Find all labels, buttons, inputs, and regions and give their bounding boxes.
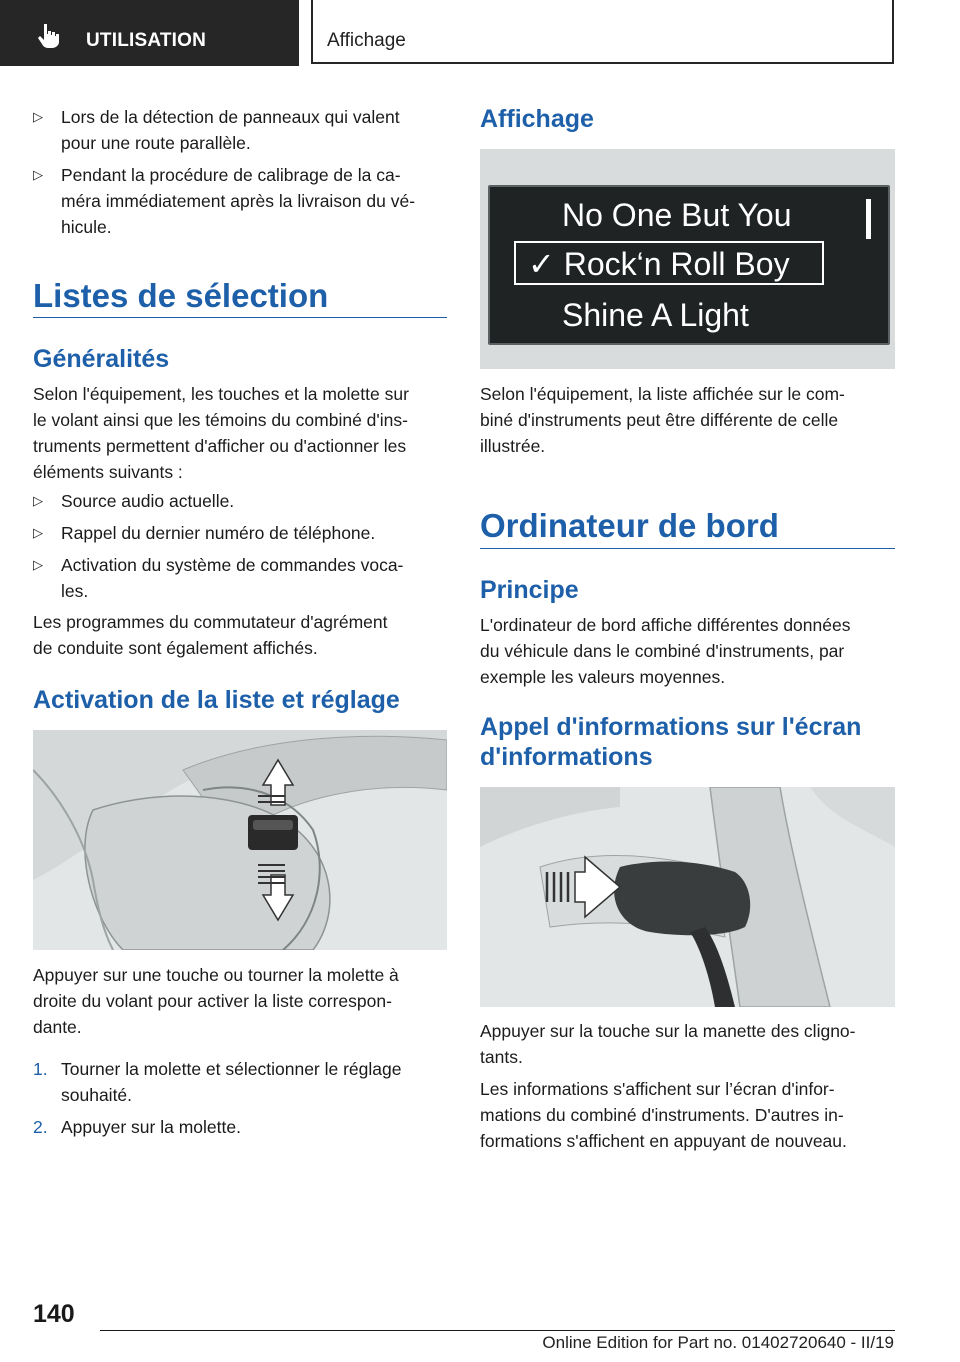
caption	[480, 381, 895, 459]
subsection-heading: Activation de la liste et réglage	[33, 686, 400, 714]
header-section-tab	[0, 0, 299, 66]
header-chapter-box	[311, 0, 894, 64]
triangle-bullet-icon: ▷	[33, 525, 43, 540]
bullet-line: hicule.	[61, 217, 112, 237]
heading-line: Appel d'informations sur l'écran	[480, 713, 862, 741]
edition-info: Online Edition for Part no. 01402720640 - II/19	[542, 1333, 894, 1352]
text-line: de conduite sont également affichés.	[33, 638, 318, 658]
list-item-selected: ✓ Rock‘n Roll Boy	[528, 246, 790, 282]
step-item	[33, 1056, 447, 1108]
paragraph	[480, 1076, 895, 1154]
text-line: dante.	[33, 1017, 82, 1037]
bullet-line: pour une route parallèle.	[61, 133, 251, 153]
step-line: Appuyer sur la molette.	[61, 1117, 241, 1137]
bullet-line: Rappel du dernier numéro de téléphone.	[61, 523, 376, 543]
steering-wheel-illustration	[33, 730, 447, 950]
paragraph	[480, 612, 895, 690]
bullet-line: Source audio actuelle.	[61, 491, 235, 511]
caption	[480, 1018, 895, 1070]
text-line: Les programmes du commutateur d'agrément	[33, 612, 388, 632]
section-heading: Listes de sélection	[33, 277, 329, 314]
text-line: du véhicule dans le combiné d'instruments, par	[480, 641, 845, 661]
footer-rule	[100, 1330, 895, 1331]
text-line: le volant ainsi que les témoins du combiné d'ins-	[33, 410, 408, 430]
step-line: Tourner la molette et sélectionner le réglage	[61, 1059, 402, 1079]
text-line: Appuyer sur une touche ou tourner la molette à	[33, 965, 399, 985]
step-number: 1.	[33, 1059, 48, 1079]
text-line: mations du combiné d'instruments. D'autres in-	[480, 1105, 844, 1125]
display-list-illustration	[480, 149, 895, 369]
steering-wheel-image	[33, 730, 447, 950]
chapter-title: Affichage	[327, 30, 406, 51]
heading-rule	[480, 548, 895, 549]
bullet-line: Pendant la procédure de calibrage de la ca-	[61, 165, 401, 185]
triangle-bullet-icon: ▷	[33, 557, 43, 572]
text-line: Selon l'équipement, la liste affichée sur le com-	[480, 384, 845, 404]
heading-line: d'informations	[480, 743, 653, 771]
list-item	[33, 552, 447, 604]
text-line: tants.	[480, 1047, 523, 1067]
list-item: Shine A Light	[562, 297, 749, 333]
step-item	[33, 1114, 447, 1140]
bullet-line: Activation du système de commandes voca-	[61, 555, 404, 575]
page-number: 140	[33, 1300, 75, 1328]
text-line: Appuyer sur la touche sur la manette des cligno-	[480, 1021, 856, 1041]
heading-rule	[33, 317, 447, 318]
text-line: truments permettent d'afficher ou d'actionner les	[33, 436, 407, 456]
subsection-heading: Affichage	[480, 105, 594, 133]
display-screen	[488, 185, 890, 345]
text-line: formations s'affichent en appuyant de nouveau.	[480, 1131, 847, 1151]
text-line: Selon l'équipement, les touches et la molette sur	[33, 384, 409, 404]
section-title: UTILISATION	[86, 30, 207, 51]
list-item: No One But You	[562, 197, 792, 233]
list-item	[33, 488, 447, 514]
list-item	[33, 104, 447, 156]
subsection-heading: Généralités	[33, 345, 170, 373]
list-item	[33, 162, 447, 240]
text-line: L'ordinateur de bord affiche différentes données	[480, 615, 851, 635]
stalk-image	[480, 787, 895, 1007]
hand-pointer-icon	[36, 22, 62, 48]
text-line: éléments suivants :	[33, 462, 183, 482]
scroll-indicator	[866, 199, 871, 239]
paragraph	[33, 609, 447, 661]
text-line: Les informations s'affichent sur l’écran d'infor-	[480, 1079, 835, 1099]
text-line: biné d'instruments peut être différente de celle	[480, 410, 839, 430]
triangle-bullet-icon: ▷	[33, 493, 43, 508]
bullet-line: Lors de la détection de panneaux qui valent	[61, 107, 400, 127]
text-line: exemple les valeurs moyennes.	[480, 667, 726, 687]
caption	[33, 962, 447, 1040]
subsection-heading	[480, 712, 861, 772]
bullet-line: les.	[61, 581, 89, 601]
step-line: souhaité.	[61, 1085, 133, 1105]
bullet-line: méra immédiatement après la livraison du vé-	[61, 191, 416, 211]
text-line: droite du volant pour activer la liste correspon-	[33, 991, 392, 1011]
step-number: 2.	[33, 1117, 48, 1137]
list-item	[33, 520, 447, 546]
subsection-heading: Principe	[480, 576, 579, 604]
section-heading: Ordinateur de bord	[480, 507, 779, 544]
triangle-bullet-icon: ▷	[33, 167, 43, 182]
text-line: illustrée.	[480, 436, 546, 456]
triangle-bullet-icon: ▷	[33, 109, 43, 124]
turn-signal-stalk-illustration	[480, 787, 895, 1007]
paragraph	[33, 381, 447, 485]
